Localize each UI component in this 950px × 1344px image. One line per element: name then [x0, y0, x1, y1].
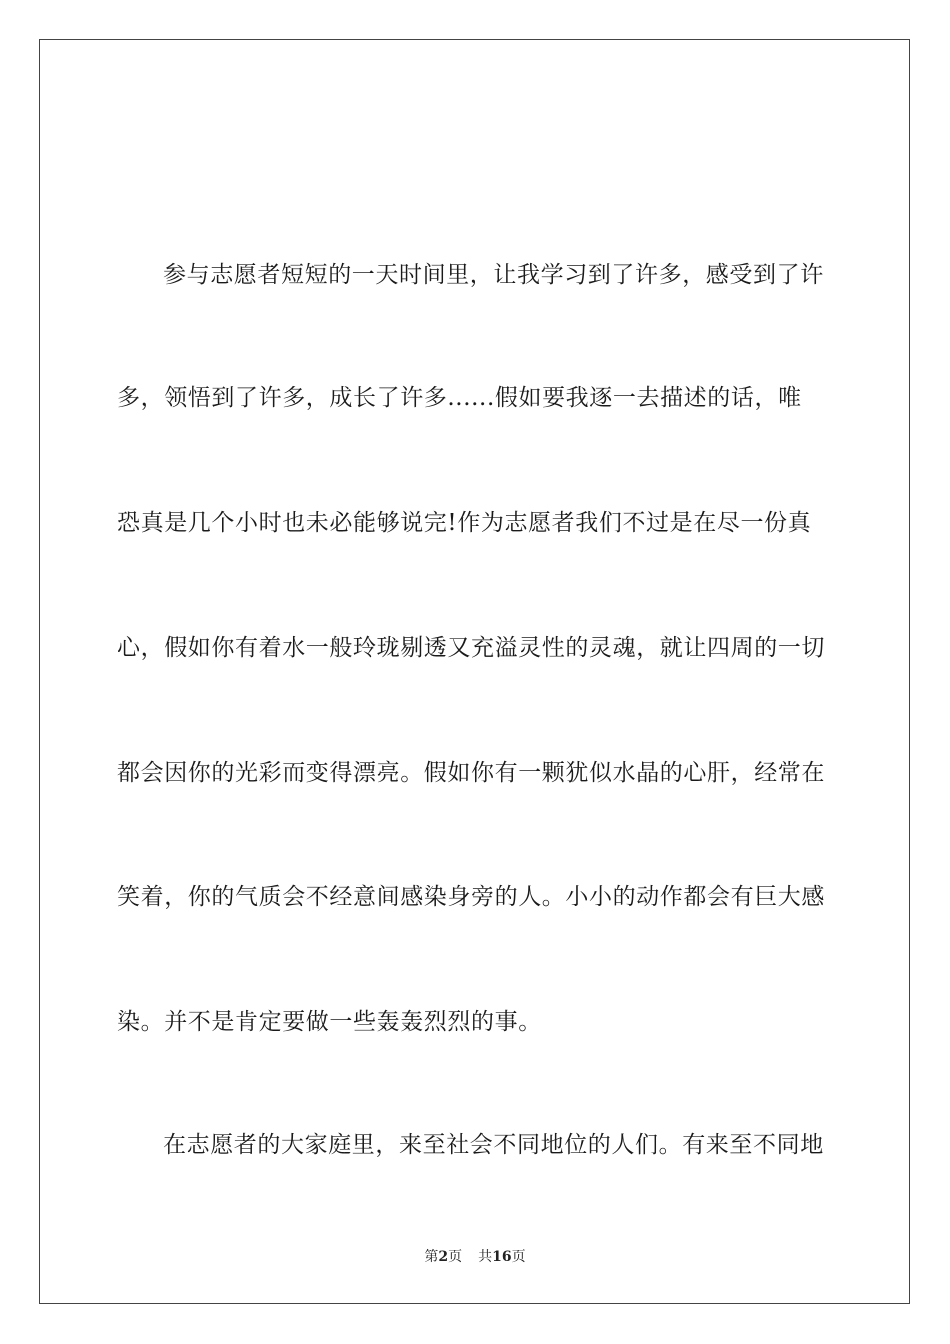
- total-pages: 16: [492, 1249, 512, 1265]
- page-prefix: 第: [424, 1249, 439, 1265]
- paragraph-line: 染。并不是肯定要做一些轰轰烈烈的事。: [117, 1009, 542, 1035]
- paragraph-line: 都会因你的光彩而变得漂亮。假如你有一颗犹似水晶的心肝，经常在: [117, 760, 825, 786]
- paragraph-line: 在志愿者的大家庭里，来至社会不同地位的人们。有来至不同地: [163, 1132, 824, 1158]
- page-suffix: 页: [448, 1249, 463, 1265]
- paragraph-line: 多，领悟到了许多，成长了许多......假如要我逐一去描述的话，唯: [117, 385, 802, 411]
- paragraph-line: 恐真是几个小时也未必能够说完!作为志愿者我们不过是在尽一份真: [117, 510, 812, 536]
- total-suffix: 页: [511, 1249, 526, 1265]
- total-prefix: 共: [478, 1249, 493, 1265]
- page-number: 2: [438, 1249, 449, 1265]
- page-frame: [39, 39, 910, 1304]
- page-footer: [0, 1247, 950, 1267]
- paragraph-line: 笑着，你的气质会不经意间感染身旁的人。小小的动作都会有巨大感: [117, 884, 825, 910]
- paragraph-line: 心，假如你有着水一般玲珑剔透又充溢灵性的灵魂，就让四周的一切: [117, 635, 825, 661]
- paragraph-line: 参与志愿者短短的一天时间里，让我学习到了许多，感受到了许: [163, 262, 824, 288]
